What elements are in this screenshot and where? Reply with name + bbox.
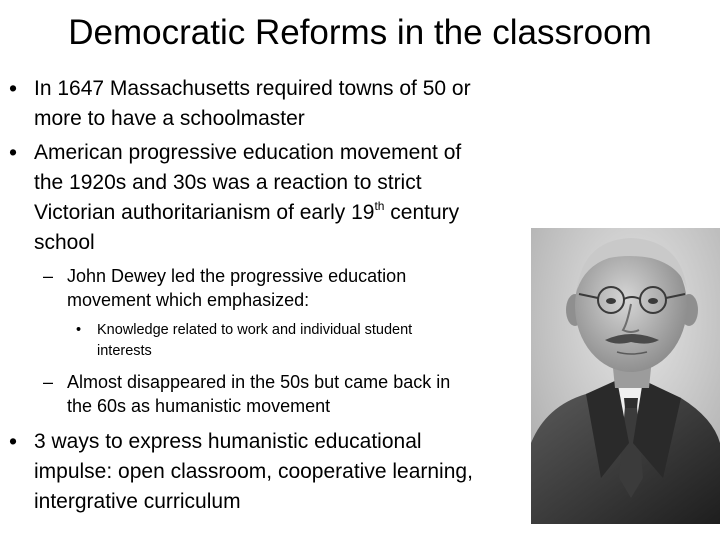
sub-bullet-2-line-2: the 60s as humanistic movement	[67, 396, 331, 416]
portrait-photo	[531, 228, 720, 524]
bullet-2-line-3-text: Victorian authoritarianism of early 19	[34, 201, 375, 224]
slide-title: Democratic Reforms in the classroom	[68, 13, 652, 52]
bullet-3-line-1: 3 ways to express humanistic educational	[34, 430, 422, 453]
sub-bullet-1-line-2: movement which emphasized:	[67, 290, 310, 310]
bullet-2-line-4: school	[34, 231, 95, 254]
bullet-2-marker: •	[9, 139, 18, 165]
bullet-3-line-3: intergrative curriculum	[34, 490, 241, 513]
sub-bullet-1-line-1: John Dewey led the progressive education	[67, 266, 407, 286]
bullet-2-line-3	[34, 198, 459, 228]
bullet-1-line-1: In 1647 Massachusetts required towns of 50 or	[34, 77, 471, 100]
sub-bullet-1-marker: –	[43, 266, 54, 286]
ordinal-superscript: th	[374, 199, 385, 213]
sub-sub-bullet-marker: •	[76, 322, 82, 338]
sub-bullet-2-marker: –	[43, 372, 54, 392]
sub-bullet-2-line-1: Almost disappeared in the 50s but came back in	[67, 372, 451, 392]
bullet-2-line-2: the 1920s and 30s was a reaction to strict	[34, 171, 422, 194]
bullet-3-line-2: impulse: open classroom, cooperative learning,	[34, 460, 473, 483]
bullet-1-line-2: more to have a schoolmaster	[34, 107, 305, 130]
bullet-2-line-1: American progressive education movement of	[34, 141, 462, 164]
sub-sub-bullet-line-2: interests	[97, 343, 152, 359]
bullet-1-marker: •	[9, 75, 18, 101]
sub-sub-bullet-line-1: Knowledge related to work and individual student	[97, 322, 413, 338]
bullet-3-marker: •	[9, 428, 18, 454]
bullet-2-line-3-end: century	[384, 201, 460, 224]
